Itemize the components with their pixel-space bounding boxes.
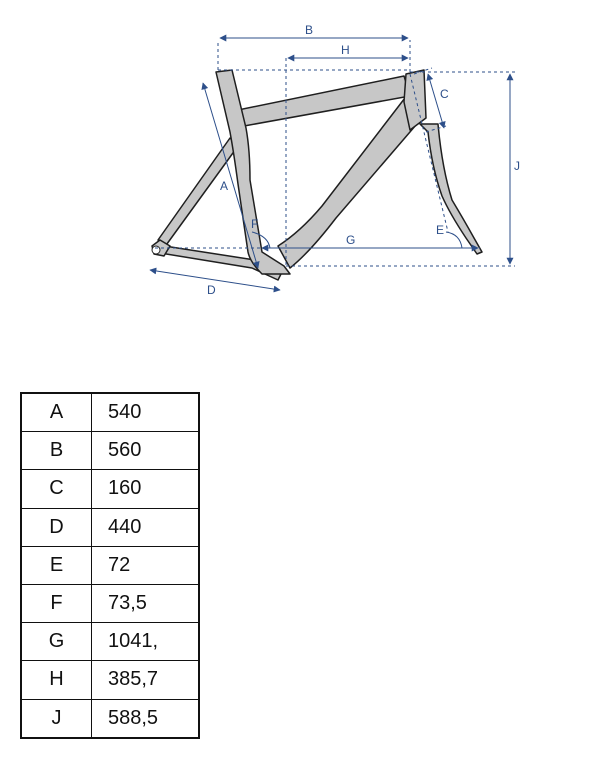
table-row (21, 699, 199, 738)
table-row (21, 584, 199, 622)
row-key: A (21, 393, 92, 432)
row-key: B (21, 432, 92, 470)
row-key: E (21, 546, 92, 584)
top-tube (238, 76, 410, 126)
table-row (21, 470, 199, 508)
row-key: C (21, 470, 92, 508)
row-value: 72 (92, 546, 200, 584)
label-b: B (305, 23, 314, 37)
label-a: A (220, 179, 229, 193)
table-row (21, 393, 199, 432)
label-g: G (346, 233, 356, 247)
row-value: 560 (92, 432, 200, 470)
fork (420, 124, 482, 254)
label-d: D (207, 283, 216, 297)
rear-dropout-slot (152, 246, 160, 254)
row-key: D (21, 508, 92, 546)
row-key: F (21, 584, 92, 622)
row-value: 160 (92, 470, 200, 508)
angle-e-arc (446, 232, 462, 248)
dimension-c-line (428, 74, 444, 128)
table-row (21, 546, 199, 584)
label-e: E (436, 223, 445, 237)
row-value: 440 (92, 508, 200, 546)
geometry-table (20, 392, 200, 739)
table-row (21, 623, 199, 661)
frame-geometry-diagram (0, 0, 611, 310)
row-key: J (21, 699, 92, 738)
row-value: 588,5 (92, 699, 200, 738)
label-h: H (341, 43, 350, 57)
row-value: 1041, (92, 623, 200, 661)
seat-tube (216, 70, 290, 274)
row-key: G (21, 623, 92, 661)
row-value: 540 (92, 393, 200, 432)
label-c: C (440, 87, 449, 101)
table-row (21, 661, 199, 699)
reference-lines (155, 40, 515, 266)
row-value: 73,5 (92, 584, 200, 622)
row-key: H (21, 661, 92, 699)
row-value: 385,7 (92, 661, 200, 699)
label-j: J (514, 159, 520, 173)
table-row (21, 432, 199, 470)
label-f: F (251, 217, 259, 231)
seatstay (158, 138, 238, 248)
table-row (21, 508, 199, 546)
